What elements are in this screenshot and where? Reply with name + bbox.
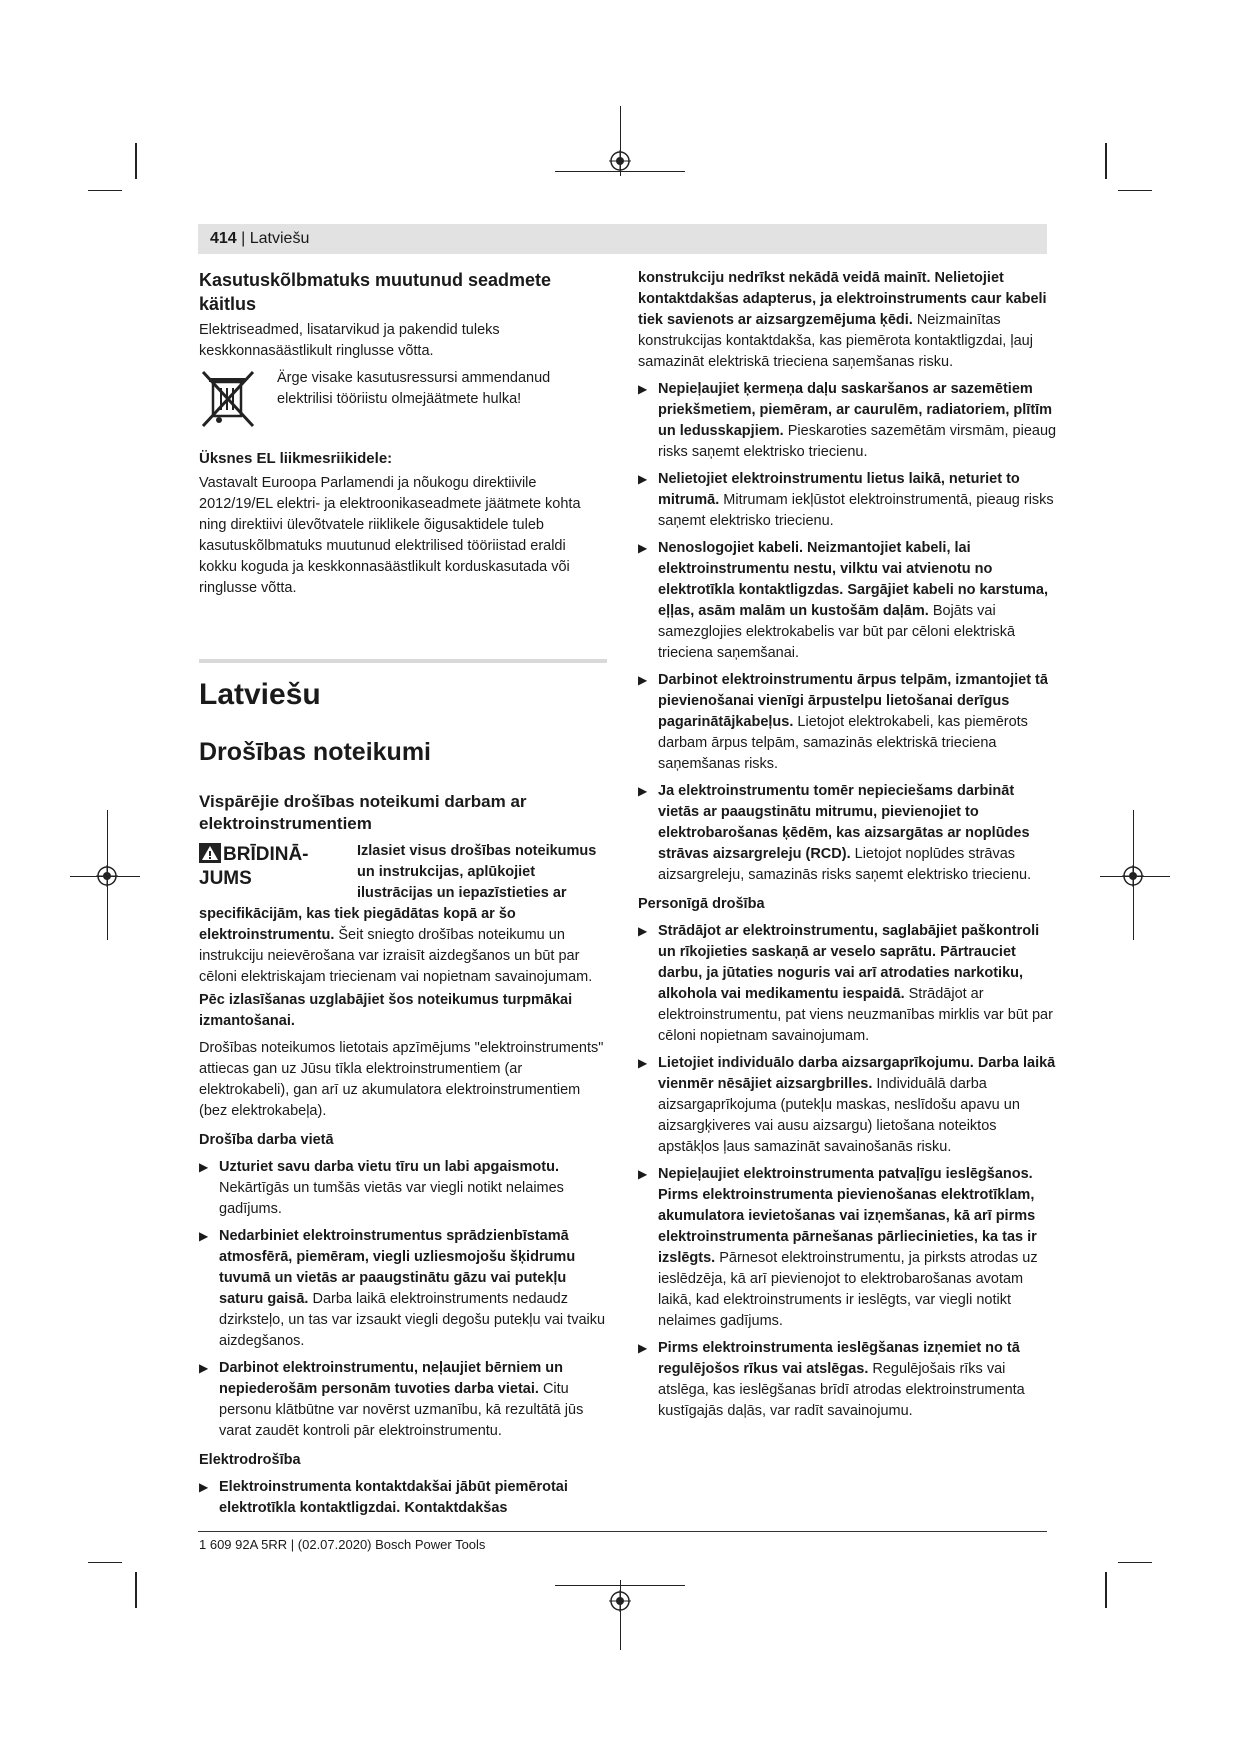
bullet-text: Neizmainītas konstrukcijas kontaktdakša, kas piemērota kontaktligzdai, ļauj samazināt elektriskā trieciena saņemšanas risku.: [638, 312, 1033, 370]
registration-target-icon: [609, 150, 631, 172]
crop-mark: [135, 1572, 137, 1608]
warning-bold: Izlasiet visus drošības noteikumus un instrukcijas, aplūkojiet ilustrācijas un iepazīstieties ar specifikācijām, kas tiek piegādātas kopā ar šo elektroinstrumentu.: [199, 843, 597, 943]
disposal-title: Kasutuskõlbmatuks muutunud seadmete käitlus: [199, 270, 552, 314]
list-item: [638, 1338, 1058, 1422]
workplace-title: Drošība darba vietā: [199, 1132, 334, 1148]
list-item: [638, 538, 1058, 664]
bullet-bold: Darbinot elektroinstrumentu, neļaujiet bērniem un nepiederošām personām tuvoties darba vietai.: [219, 1360, 564, 1397]
crop-mark: [135, 143, 137, 179]
continued-paragraph: [638, 268, 1058, 373]
bullet-bold: Nenoslogojiet kabeli. Neizmantojiet kabeli, lai elektroinstrumentu nestu, vilktu vai atvienotu no elektrotīkla kontaktligzdas. Sargājiet kabeli no karstuma, eļļas, asām malām un kustošām daļām.: [658, 540, 1049, 619]
electrical-title: Elektrodrošība: [199, 1452, 301, 1468]
crop-mark: [1118, 190, 1152, 191]
crop-mark: [1118, 1562, 1152, 1563]
list-item: [638, 1053, 1058, 1158]
bullet-bold: konstrukciju nedrīkst nekādā veidā mainīt. Nelietojiet kontaktdakšas adapterus, ja elektroinstruments caur kabeli tiek savienots ar aizsargzemējuma ķēdi.: [638, 270, 1047, 328]
list-item: [638, 921, 1058, 1047]
registration-target-icon: [1122, 865, 1144, 887]
disposal-note: [199, 368, 607, 430]
bullet-text: Regulējošais rīks vai atslēga, kas ieslēgšanas brīdī atrodas elektroinstrumenta kustīgajās daļās, var radīt savainojumu.: [658, 1361, 1025, 1419]
bullet-bold: Nedarbiniet elektroinstrumentus sprādzienbīstamā atmosfērā, piemēram, viegli uzliesmojošu šķidrumu tuvumā un vietās ar paaugstinātu gāzu vai putekļu saturu gaisā.: [219, 1228, 576, 1307]
warning-label: [199, 843, 349, 891]
disposal-text: Elektriseadmed, lisatarvikud ja pakendid tuleks keskkonnasäästlikult ringlusse võtta.: [199, 322, 500, 359]
bullet-text: Citu personu klātbūtne var novērst uzmanību, kā rezultātā jūs varat zaudēt kontroli pār elektroinstrumentu.: [219, 1381, 584, 1439]
bullet-bold: Lietojiet individuālo darba aizsargaprīkojumu. Darba laikā vienmēr nēsājiet aizsargbrilles.: [658, 1055, 1056, 1092]
list-item: [638, 670, 1058, 775]
list-item: [199, 1358, 607, 1442]
eu-title: Üksnes EL liikmesriikidele:: [199, 450, 393, 467]
page-footer: 1 609 92A 5RR | (02.07.2020) Bosch Power Tools: [199, 1537, 486, 1552]
bullet-text: Lietojot noplūdes strāvas aizsargreleju, samazinās risks saņemt elektrisko triecienu.: [658, 846, 1032, 883]
registration-target-icon: [96, 865, 118, 887]
page-header: 414 | Latviešu: [210, 230, 310, 247]
bullet-bold: Elektroinstrumenta kontaktdakšai jābūt piemērotai elektrotīkla kontaktligzdai. Kontaktdakšas: [219, 1479, 568, 1516]
bullet-bold: Nelietojiet elektroinstrumentu lietus laikā, neturiet to mitrumā.: [658, 471, 1020, 508]
warning-triangle-icon: [199, 843, 221, 863]
bullet-text: Bojāts vai samezglojies elektrokabelis var būt par cēloni elektriskā trieciena saņemšanai.: [658, 603, 1016, 661]
warning-text: Šeit sniegto drošības noteikumu un instrukciju neievērošana var izraisīt aizdegšanos un būt par cēloni elektriskajam triecienam vai nopietnam savainojumam.: [199, 927, 593, 985]
bullet-bold: Strādājot ar elektroinstrumentu, saglabājiet paškontroli un rīkojieties saskaņā ar veselo saprātu. Pārtrauciet darbu, ja jūtaties noguris vai arī atrodaties narkotiku, alkohola vai medikamentu iespaidā.: [658, 923, 1040, 1002]
list-item: [638, 469, 1058, 532]
registration-target-icon: [609, 1590, 631, 1612]
term-text: Drošības noteikumos lietotais apzīmējums "elektroinstruments" attiecas gan uz Jūsu tīkla elektroinstrumentiem (ar elektrokabeli), gan arī uz akumulatora elektroinstrumentiem (bez elektrokabeļa).: [199, 1040, 604, 1119]
page-header-bar: [198, 224, 1047, 254]
personal-title: Personīgā drošība: [638, 896, 765, 912]
bullet-bold: Uzturiet savu darba vietu tīru un labi apgaismotu.: [219, 1159, 559, 1175]
bullet-text: Darba laikā elektroinstruments nedaudz dzirksteļo, un tas var izsaukt viegli degošu putekļu vai tvaiku aizdegšanos.: [219, 1291, 606, 1349]
crop-mark: [88, 1562, 122, 1563]
bullet-bold: Darbinot elektroinstrumentu ārpus telpām, izmantojiet tā pievienošanai vienīgi ārpustelpu lietošanai derīgus pagarinātājkabeļus.: [658, 672, 1048, 730]
list-item: [638, 379, 1058, 463]
bullet-bold: Pirms elektroinstrumenta ieslēgšanas izņemiet no tā regulējošos rīkus vai atslēgas.: [658, 1340, 1020, 1377]
bullet-bold: Ja elektroinstrumentu tomēr nepieciešams darbināt vietās ar paaugstinātu mitrumu, pievienojiet to elektrobarošanas ķēdēm, kas aizsargātas ar noplūdes strāvas aizsargreleju (RCD).: [658, 783, 1030, 862]
bullet-text: Nekārtīgās un tumšās vietās var viegli notikt nelaimes gadījums.: [219, 1180, 564, 1217]
bullet-bold: Nepieļaujiet elektroinstrumenta patvaļīgu ieslēgšanos. Pirms elektroinstrumenta pievienošanas elektrotīklam, akumulatora ievietošanas vai izņemšanas, kā arī pirms elektroinstrumenta pārnešanas pārliecinieties, ka tas ir izslēgts.: [658, 1166, 1037, 1266]
right-column: [638, 268, 1058, 1422]
keep-bold: Pēc izlasīšanas uzglabājiet šos noteikumus turpmākai izmantošanai.: [199, 992, 573, 1029]
bin-text: Ärge visake kasutusressursi ammendanud elektrilisi tööriistu olmejäätmete hulka!: [277, 370, 551, 407]
crossed-out-wheelie-bin-icon: [199, 368, 257, 430]
list-item: [199, 1157, 607, 1220]
section-divider: [199, 659, 607, 663]
general-safety-title: Vispārējie drošības noteikumi darbam ar elektroinstrumentiem: [199, 792, 527, 833]
bullet-text: Strādājot ar elektroinstrumentu, pat viens neuzmanības mirklis var būt par cēloni nopietnam savainojumam.: [658, 986, 1053, 1044]
bullet-bold: Nepieļaujiet ķermeņa daļu saskaršanos ar sazemētiem priekšmetiem, piemēram, ar caurulēm, radiatoriem, plītīm un ledusskapjiem.: [658, 381, 1053, 439]
list-item: [199, 1477, 607, 1519]
warning-label-text: BRĪDINĀ-JUMS: [199, 844, 309, 889]
list-item: [199, 1226, 607, 1352]
bullet-text: Mitrumam iekļūstot elektroinstrumentā, pieaug risks saņemt elektrisko triecienu.: [658, 492, 1054, 529]
footer-rule: [198, 1531, 1047, 1532]
crop-mark: [88, 190, 122, 191]
bullet-text: Pieskaroties sazemētām virsmām, pieaug risks saņemt elektrisko triecienu.: [658, 423, 1057, 460]
bullet-text: Individuālā darba aizsargaprīkojuma (putekļu maskas, neslīdošu apavu un aizsargķiveres vai ausu aizsargu) lietošana noteiktos apstākļos ļaus samazināt savainošanās risku.: [658, 1076, 1020, 1155]
left-column: [199, 268, 607, 1519]
crop-mark: [1105, 143, 1107, 179]
bullet-text: Pārnesot elektroinstrumentu, ja pirksts atrodas uz ieslēdzēja, kā arī pievienojot to elektrobarošanas avotam laikā, kad elektroinstruments ir ieslēgts, var viegli notikt nelaimes gadījums.: [658, 1250, 1038, 1329]
page-number: 414: [210, 230, 237, 247]
list-item: [638, 1164, 1058, 1332]
warning-block: [199, 841, 607, 988]
keep-instructions: [199, 990, 607, 1032]
eu-text: Vastavalt Euroopa Parlamendi ja nõukogu direktiivile 2012/19/EL elektri- ja elektroonikaseadmete jäätmete kohta ning direktiivi ülevõtvatele riiklikele õigusaktidele tuleb kasutuskõlbmatuks muutunud elektrilised tööriistad eraldi kokku koguda ja keskkonnasäästlikult korduskasutada või ringlusse võtta.: [199, 475, 581, 596]
crop-mark: [1105, 1572, 1107, 1608]
safety-title: Drošības noteikumi: [199, 738, 431, 766]
header-section: Latviešu: [249, 230, 310, 247]
language-heading: Latviešu: [199, 678, 321, 711]
list-item: [638, 781, 1058, 886]
registration-line: [555, 1585, 685, 1586]
bullet-text: Lietojot elektrokabeli, kas piemērots darbam ārpus telpām, samazinās elektriskā trieciena saņemšanas risks.: [658, 714, 1028, 772]
